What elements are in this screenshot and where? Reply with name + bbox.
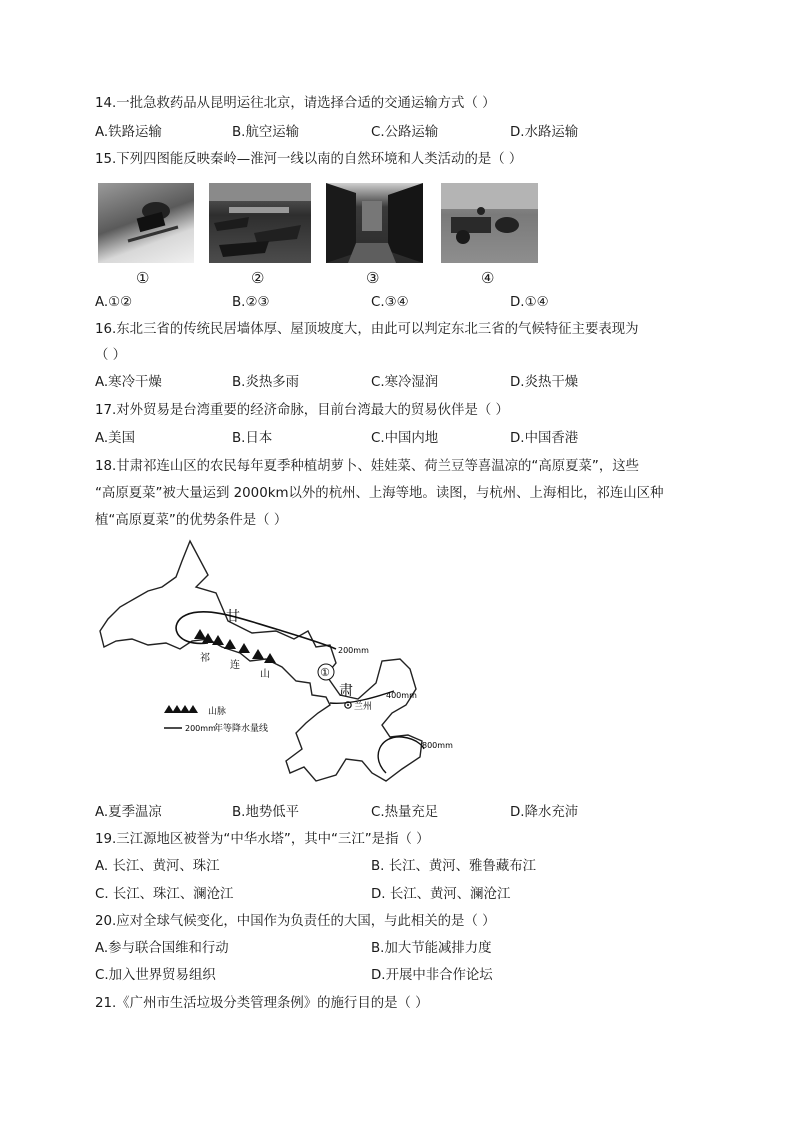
q15-option-d[interactable]: D.①④ <box>510 295 549 310</box>
photo-4-ox-cart <box>441 183 538 263</box>
photo-1-label: ① <box>136 269 150 287</box>
q14-stem: 14.一批急救药品从昆明运往北京，请选择合适的交通运输方式（ ） <box>95 96 496 111</box>
gansu-outline <box>100 541 422 781</box>
q19-stem: 19.三江源地区被誉为“中华水塔”，其中“三江”是指（ ） <box>95 832 430 847</box>
q14-option-c[interactable]: C.公路运输 <box>371 125 439 140</box>
map-province-char-1: 甘 <box>226 609 240 625</box>
q15-option-a[interactable]: A.①② <box>95 295 133 310</box>
boats-scene <box>209 183 311 263</box>
q17-option-c[interactable]: C.中国内地 <box>371 431 439 446</box>
q18-option-b[interactable]: B.地势低平 <box>232 805 300 820</box>
q18-option-a[interactable]: A.夏季温凉 <box>95 805 162 820</box>
photo-2-boats <box>209 183 311 263</box>
q20-option-a[interactable]: A.参与联合国维和行动 <box>95 941 229 956</box>
photo-1-skiing <box>98 183 194 263</box>
q19-option-a[interactable]: A. 长江、黄河、珠江 <box>95 859 220 874</box>
isohyet-400mm-label: 400mm <box>386 691 417 700</box>
legend-isohyet-label: 年等降水量线 <box>214 724 269 734</box>
isohyet-200mm-label: 200mm <box>338 646 369 655</box>
q15-option-c[interactable]: C.③④ <box>371 295 409 310</box>
q16-option-b[interactable]: B.炎热多雨 <box>232 375 300 390</box>
q14-option-d[interactable]: D.水路运输 <box>510 125 579 140</box>
ox-cart-scene <box>441 183 538 263</box>
lanzhou-label: 兰州 <box>354 702 373 712</box>
q16-option-d[interactable]: D.炎热干燥 <box>510 375 579 390</box>
isohyet-800mm-label: 800mm <box>422 741 453 750</box>
map-marker-label: ① <box>320 666 330 679</box>
q17-option-a[interactable]: A.美国 <box>95 431 135 446</box>
photo-2-label: ② <box>251 269 265 287</box>
q19-option-d[interactable]: D. 长江、黄河、澜沧江 <box>371 887 511 902</box>
q19-option-b[interactable]: B. 长江、黄河、雅鲁藏布江 <box>371 859 536 874</box>
q16-option-c[interactable]: C.寒冷湿润 <box>371 375 439 390</box>
legend-mountain-icon <box>164 705 198 713</box>
q19-option-c[interactable]: C. 长江、珠江、澜沧江 <box>95 887 234 902</box>
q16-stem-line1: 16.东北三省的传统民居墙体厚、屋顶坡度大，由此可以判定东北三省的气候特征主要表现为 <box>95 322 639 337</box>
q21-stem: 21.《广州市生活垃圾分类管理条例》的施行目的是（ ） <box>95 996 429 1011</box>
map-mountain-char-1: 祁 <box>200 653 210 664</box>
q18-stem-line1: 18.甘肃祁连山区的农民每年夏季种植胡萝卜、娃娃菜、荷兰豆等喜温凉的“高原夏菜”，这些 <box>95 459 640 474</box>
q20-option-d[interactable]: D.开展中非合作论坛 <box>371 968 493 983</box>
q16-option-a[interactable]: A.寒冷干燥 <box>95 375 162 390</box>
map-mountain-char-2: 连 <box>230 660 240 671</box>
photo-3-water-town <box>326 183 423 263</box>
q17-stem: 17.对外贸易是台湾重要的经济命脉，目前台湾最大的贸易伙伴是（ ） <box>95 403 509 418</box>
water-town-scene <box>326 183 423 263</box>
legend-isohyet-value: 200mm <box>185 724 216 733</box>
q17-option-b[interactable]: B.日本 <box>232 431 273 446</box>
q14-option-a[interactable]: A.铁路运输 <box>95 125 162 140</box>
q16-stem-line2: （ ） <box>95 348 127 363</box>
map-mountain-char-3: 山 <box>260 669 270 680</box>
q15-option-b[interactable]: B.②③ <box>232 295 270 310</box>
photo-3-label: ③ <box>366 269 380 287</box>
q15-stem: 15.下列四图能反映秦岭—淮河一线以南的自然环境和人类活动的是（ ） <box>95 152 523 167</box>
legend-mountain-label: 山脉 <box>208 707 227 717</box>
q14-option-b[interactable]: B.航空运输 <box>232 125 300 140</box>
q18-stem-line3: 植“高原夏菜”的优势条件是（ ） <box>95 513 288 528</box>
photo-4-label: ④ <box>481 269 495 287</box>
gansu-map <box>90 535 470 795</box>
skier-figure <box>98 183 194 263</box>
q18-option-c[interactable]: C.热量充足 <box>371 805 439 820</box>
q18-option-d[interactable]: D.降水充沛 <box>510 805 579 820</box>
q20-stem: 20.应对全球气候变化，中国作为负责任的大国，与此相关的是（ ） <box>95 914 496 929</box>
q18-stem-line2: “高原夏菜”被大量运到 2000km以外的杭州、上海等地。读图，与杭州、上海相比，祁连山区种 <box>95 486 664 501</box>
map-province-char-2: 肃 <box>339 683 353 699</box>
q17-option-d[interactable]: D.中国香港 <box>510 431 579 446</box>
q20-option-b[interactable]: B.加大节能减排力度 <box>371 941 492 956</box>
q20-option-c[interactable]: C.加入世界贸易组织 <box>95 968 216 983</box>
